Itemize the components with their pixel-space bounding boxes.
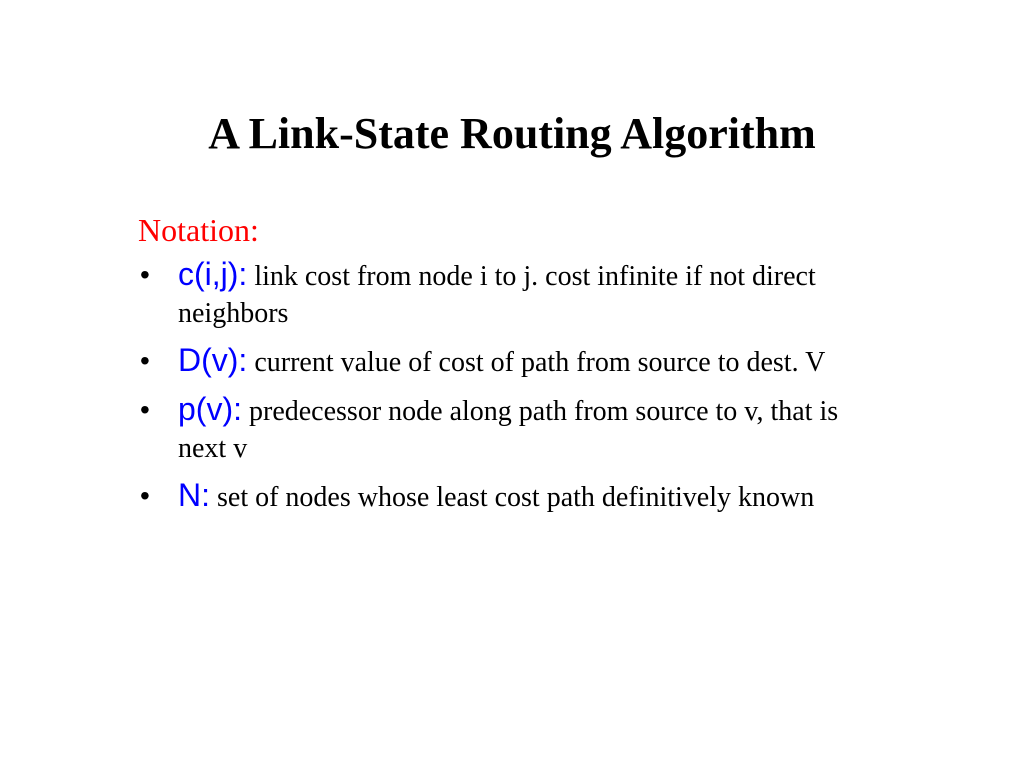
slide-title: A Link-State Routing Algorithm [208,109,816,158]
bullet-icon: • [140,345,150,376]
bullet-icon: • [140,480,150,511]
notation-item-predecessor [138,391,858,467]
notation-term: N: [178,477,210,513]
notation-description: link cost from node i to j. cost infinite if not direct neighbors [178,261,816,329]
notation-description: set of nodes whose least cost path definitively known [217,482,815,513]
notation-term: c(i,j): [178,256,248,292]
notation-term: p(v): [178,391,242,427]
notation-item-distance [138,342,858,381]
notation-item-node-set [138,477,858,516]
notation-heading: Notation: [138,212,259,248]
notation-description: predecessor node along path from source to v, that is next v [178,396,839,464]
bullet-icon: • [140,394,150,425]
notation-term: D(v): [178,342,248,378]
notation-list [138,256,858,516]
notation-description: current value of cost of path from source to dest. V [254,347,826,378]
bullet-icon: • [140,259,150,290]
slide-content [138,210,858,526]
notation-item-cost [138,256,858,332]
